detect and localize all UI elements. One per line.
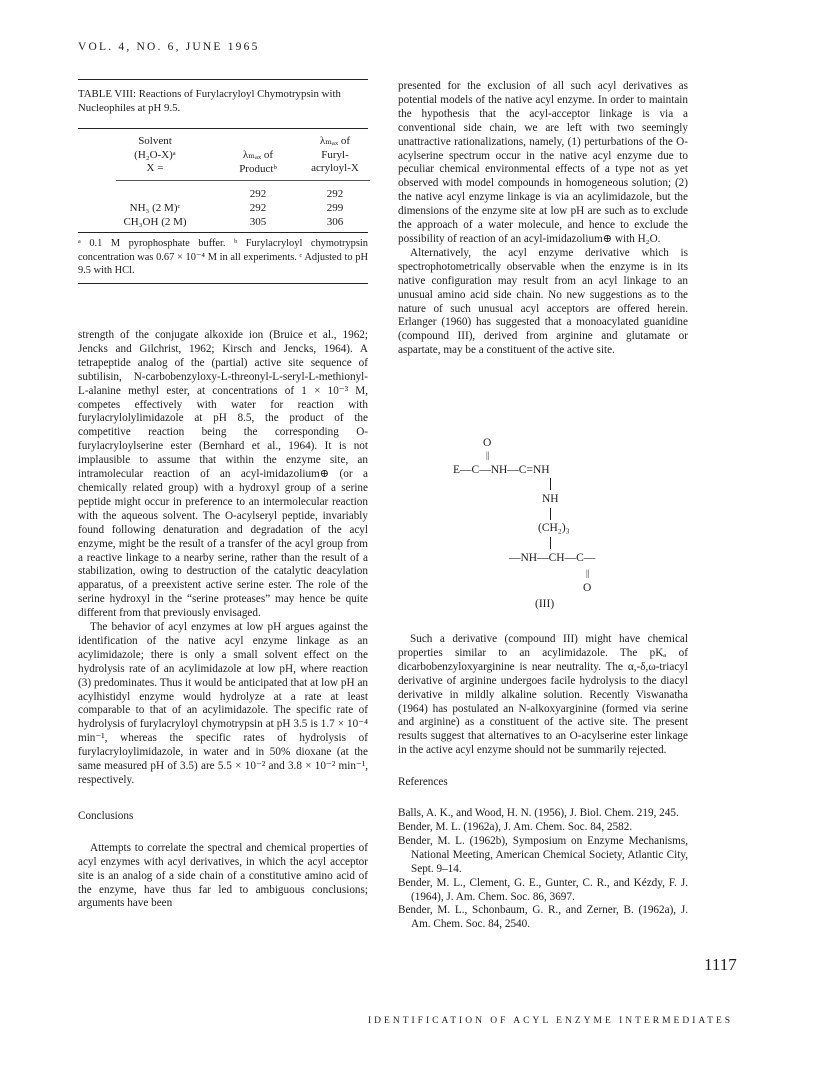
- table-title: [78, 88, 370, 115]
- cell-product: 292: [249, 202, 267, 214]
- structure-ch2: (CH₂)₃: [538, 522, 570, 534]
- page-number: 1117: [704, 955, 737, 974]
- bond-vertical-1: [550, 478, 551, 490]
- right-column-top: [398, 80, 688, 358]
- col-product-line2: Productᵇ: [239, 162, 277, 175]
- table-col-furyl: [300, 187, 370, 229]
- cell-x: NH₃ (2 M)ᶜ: [129, 202, 181, 214]
- double-bond-bottom: ||: [586, 568, 590, 578]
- cell-product: 292: [249, 188, 267, 200]
- cell-x: [100, 187, 210, 201]
- col-furyl-header: [300, 135, 370, 176]
- cell-furyl: 299: [326, 202, 344, 214]
- table-title-text: Reactions of Furylacryloyl Chymotrypsin with Nucleophiles at pH 9.5.: [78, 88, 341, 114]
- reference-item: Bender, M. L., Clement, G. E., Gunter, C. R., and Kézdy, F. J. (1964), J. Am. Chem. Soc. 86, 3697.: [398, 876, 688, 903]
- structure-label: (III): [535, 598, 555, 610]
- reference-item: Bender, M. L. (1962a), J. Am. Chem. Soc. 84, 2582.: [398, 820, 633, 833]
- right-column-bottom: [398, 633, 688, 932]
- double-bond-top: ||: [486, 450, 490, 460]
- section-heading-conclusions: Conclusions: [78, 809, 134, 822]
- table-row: [100, 187, 210, 229]
- cell-furyl: 292: [326, 188, 344, 200]
- section-heading-references: References: [398, 776, 448, 789]
- table-top-rule: [78, 79, 368, 80]
- table-header-rule: [78, 128, 368, 129]
- reference-item: Bender, M. L., Schonbaum, G. R., and Zerner, B. (1962a), J. Am. Chem. Soc. 84, 2540.: [398, 904, 688, 931]
- table-bottom-rule: [78, 232, 368, 233]
- table-col-product: [220, 187, 296, 229]
- col-product-line1: λₘₐₓ of: [242, 149, 274, 161]
- col-solvent-line3: X =: [146, 162, 164, 174]
- col-solvent-line1: Solvent: [138, 135, 172, 147]
- table-end-rule: [78, 283, 368, 284]
- cell-furyl: 306: [326, 216, 344, 228]
- structure-o-bottom: O: [583, 582, 592, 594]
- paragraph: strength of the conjugate alkoxide ion (Bruice et al., 1962; Jencks and Gilchrist, 1962; Kirsch and Jencks, 1964). A tetrapeptide analog of the (partial) active site sequence of subtilisin, N-carbobenzyloxy-L-threonyl-L-seryl-L-methionyl-L-alanine methyl ester, at concentrations of 1 × 10⁻³ M, competes effectively with water for reaction with furylacrylolylimidazole at pH 8.5, the product of the competitive reaction being the corresponding O-furylacryloylserine ester (Bernhard et al., 1964). It is not implausible to assume that within the enzyme site, an intramolecular reaction of an acyl-imidazolium⊕ (or a chemically related group) with a hydroxyl group of a serine peptide might occur in preference to an intermolecular reaction with the aqueous solvent. The O-acylseryl peptide, invariably found following denaturation and degradation of the acyl enzyme, might be the result of a transfer of the acyl group from a reactive linkage to a nearby serine, rather than the result of a stabilization, owing to destruction of the catalytic deacylation apparatus, of a preexistent active serine ester. The role of the serine hydroxyl in the “serine proteases” may hence be quite different from that previously envisaged.: [78, 329, 368, 620]
- journal-header: VOL. 4, NO. 6, JUNE 1965: [78, 41, 260, 53]
- paragraph: Attempts to correlate the spectral and chemical properties of acyl enzymes with acyl derivatives, in which the acyl acceptor site is an analog of a side chain of a constitutive amino acid of the enzyme, have thus far led to ambiguous conclusions; arguments have been: [78, 841, 368, 910]
- bond-vertical-2: [550, 508, 551, 520]
- table-mid-rule: [116, 180, 370, 181]
- col-solvent-line2: (H₂O-X)ᵃ: [134, 148, 176, 161]
- paragraph: Such a derivative (compound III) might have chemical properties similar to an acylimidazole. The pKₐ of dicarbobenzyloxyarginine is near neutrality. The α,-δ,ω-triacyl derivative of arginine undergoes facile hydrolysis to the diacyl derivative in mildly alkaline solution. Recently Viswanatha (1964) has postulated an N-alkoxyarginine (formed via serine and arginine) as a constituent of the active site. The present results suggest that alternatives to an O-acylserine ester linkage in the active acyl enzyme should not be summarily rejected.: [398, 633, 688, 757]
- cell-x: CH₃OH (2 M): [123, 216, 187, 228]
- table-footnote: ᵃ 0.1 M pyrophosphate buffer. ᵇ Furylacryloyl chymotrypsin concentration was 0.67 × 10⁻⁴ M in all experiments. ᶜ Adjusted to pH 9.5 with HCl.: [78, 238, 368, 276]
- table-label: TABLE VIII:: [78, 88, 137, 100]
- left-column: [78, 329, 368, 911]
- col-solvent-header: [100, 135, 210, 176]
- cell-product: 305: [249, 216, 267, 228]
- col-product-header: [220, 149, 296, 176]
- bond-vertical-3: [550, 537, 551, 549]
- col-furyl-line2: Furyl-: [321, 148, 349, 161]
- structure-backbone: —NH—CH—C—: [509, 552, 596, 564]
- reference-item: Balls, A. K., and Wood, H. N. (1956), J. Biol. Chem. 219, 245.: [398, 807, 679, 820]
- reference-item: Bender, M. L. (1962b), Symposium on Enzyme Mechanisms, National Meeting, American Chemical Society, Atlantic City, Sept. 9–14.: [398, 834, 688, 875]
- paragraph: The behavior of acyl enzymes at low pH argues against the identification of the native acyl enzyme linkage as an acylimidazole; there is only a small solvent effect on the hydrolysis rate of an acylimidazole at low pH, where reaction (3) predominates. Thus it would be anticipated that at low pH an acylhistidyl enzyme would hydrolyze at a rate at least comparable to that of an acylimidazole. The specific rate of hydrolysis of furylacryloyl chymotrypsin at pH 3.5 is 1.7 × 10⁻⁴ min⁻¹, whereas the specific rates of hydrolysis of furylacryloylimidazole, in water and in 50% dioxane (at the same measured pH of 3.5) are 5.5 × 10⁻² and 3.8 × 10⁻² min⁻¹, respectively.: [78, 621, 368, 786]
- running-title: IDENTIFICATION OF ACYL ENZYME INTERMEDIATES: [368, 1016, 734, 1026]
- col-furyl-line1: λₘₐₓ of: [319, 135, 351, 147]
- paragraph: Alternatively, the acyl enzyme derivative which is spectrophotometrically observable when the enzyme is in its native configuration may result from an acyl linkage to an unusual amino acid side chain. No new suggestions as to the nature of such unusual acyl acceptors are offered herein. Erlanger (1960) has suggested that a monoacylated guanidine (compound III), derived from arginine and glutamate or aspartate, may be a constituent of the active site.: [398, 246, 688, 357]
- structure-o-top: O: [483, 437, 492, 449]
- structure-nh: NH: [542, 493, 559, 505]
- col-furyl-line3: acryloyl-X: [311, 162, 359, 174]
- structure-main-chain: E—C—NH—C=NH: [453, 464, 550, 476]
- paragraph: presented for the exclusion of all such acyl derivatives as potential models of the native acyl enzyme. In order to maintain the hypothesis that the acyl-acceptor linkage is via a conventional side chain, we are left with two seemingly unattractive rationalizations, namely, (1) perturbations of the O-acylserine spectrum occur in the native acyl enzyme due to peculiar chemical environmental effects of a type not as yet observed with model compounds in homogeneous solution; (2) the native acyl enzyme linkage is via an acylimidazole, but the dimensions of the enzyme site at low pH are such as to exclude the approach of a water molecule, and hence to exclude the possibility of reaction of an acyl-imidazolium⊕ with H₂O.: [398, 80, 688, 245]
